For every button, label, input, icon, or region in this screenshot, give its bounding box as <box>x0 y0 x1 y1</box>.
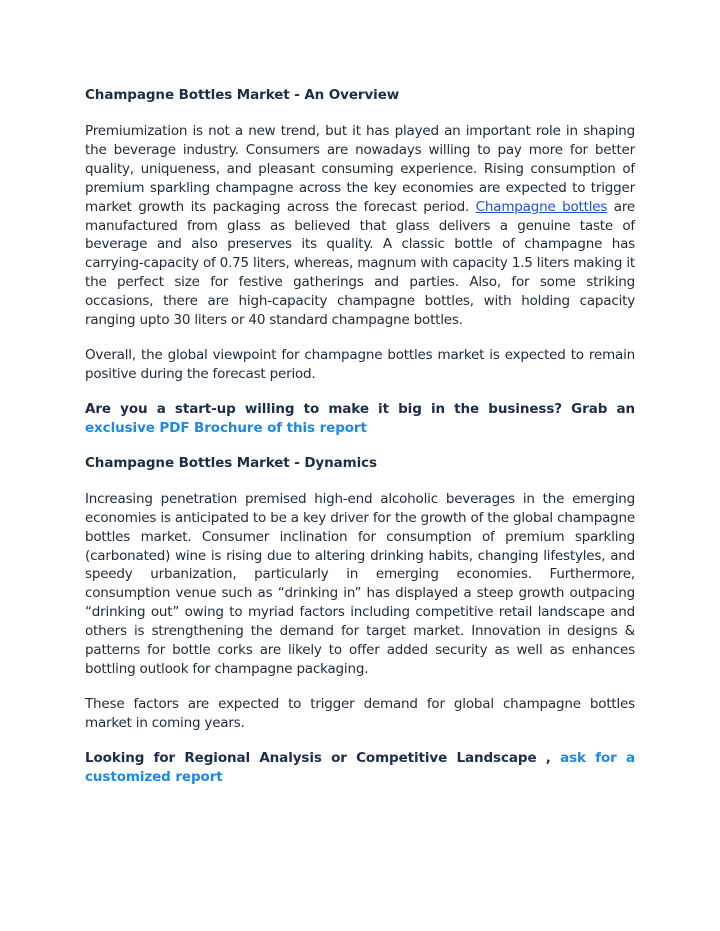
overview-heading: Champagne Bottles Market - An Overview <box>85 87 400 103</box>
overview-text-end: are manufactured from glass as believed that glass delivers a genuine taste of beverage and also preserves its quality. A classic bottle of champagne has carrying-capacity of 0.75 liters, whereas, magnum with capacity 1.5 liters making it the perfect size for festive gatherings and parties. Also, for some striking occasions, there are high-capacity champagne bottles, with holding capacity ranging upto 30 liters or 40 standard champagne bottles. <box>85 198 636 329</box>
champagne-bottles-link[interactable]: Champagne bottles <box>475 198 608 215</box>
customization-callout <box>85 749 635 787</box>
factors-paragraph: These factors are expected to trigger demand for global champagne bottles market in coming years. <box>85 695 635 731</box>
overview-paragraph <box>85 122 635 330</box>
pdf-brochure-link[interactable]: exclusive PDF Brochure of this report <box>85 419 367 436</box>
customization-callout-text: Looking for Regional Analysis or Competitive Landscape , <box>85 749 561 766</box>
brochure-callout-text: Are you a start-up willing to make it big in the business? Grab an <box>85 400 635 417</box>
outlook-paragraph: Overall, the global viewpoint for champagne bottles market is expected to remain positive during the forecast period. <box>85 346 635 382</box>
overview-text-start: Premiumization is not a new trend, but it has played an important role in shaping the beverage industry. Consumers are nowadays willing to pay more for better quality, uniqueness, and pleasant consuming experience. Rising consumption of premium sparkling champagne across the key economies are expected to trigger market growth its packaging across the forecast period. <box>85 123 635 215</box>
document-page <box>85 86 635 787</box>
brochure-callout <box>85 400 635 438</box>
dynamics-heading: Champagne Bottles Market - Dynamics <box>85 454 377 471</box>
dynamics-paragraph: Increasing penetration premised high-end alcoholic beverages in the emerging economies is anticipated to be a key driver for the growth of the global champagne bottles market. Consumer inclination for consumption of premium sparkling (carbonated) wine is rising due to altering drinking habits, changing lifestyles, and speedy urbanization, particularly in emerging economies. Furthermore, consumption venue such as “drinking in” has displayed a steep growth outpacing “drinking out” owing to myriad factors including competitive retail landscape and others is strengthening the demand for target market. Innovation in designs & patterns for bottle corks are likely to offer added security as well as enhances bottling outlook for champagne packaging. <box>85 490 635 677</box>
customized-report-link[interactable]: ask for a customized report <box>85 749 635 785</box>
